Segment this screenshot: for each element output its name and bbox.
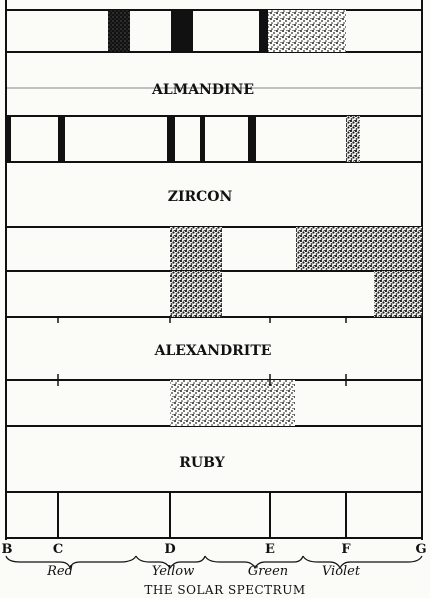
absorption-line (200, 116, 205, 162)
line-label-e: E (265, 542, 275, 557)
almandine-spectrum (6, 10, 422, 52)
alexandrite-spectrum-2 (6, 271, 422, 317)
gem-label-ruby: RUBY (179, 455, 225, 471)
absorption-line (167, 116, 175, 162)
line-label-g: G (415, 542, 427, 557)
figure-title: THE SOLAR SPECTRUM (144, 583, 306, 597)
absorption-line (248, 116, 256, 162)
line-label-b: B (1, 542, 13, 557)
region-label-red: Red (47, 564, 73, 579)
absorption-band (268, 10, 346, 52)
absorption-band (170, 227, 222, 271)
line-label-f: F (341, 542, 351, 557)
region-label-yellow: Yellow (151, 564, 195, 579)
region-label-green: Green (247, 564, 289, 579)
zircon-spectrum (6, 116, 422, 162)
line-label-c: C (52, 542, 64, 557)
solar-spectrum (6, 492, 422, 538)
absorption-line (6, 116, 11, 162)
region-label-violet: Violet (321, 564, 361, 579)
absorption-band (108, 10, 130, 52)
absorption-band (296, 227, 422, 271)
absorption-band (170, 380, 295, 426)
gem-label-almandine: ALMANDINE (151, 82, 255, 98)
absorption-band (374, 271, 422, 317)
absorption-line (58, 116, 65, 162)
alexandrite-spectrum-1 (6, 227, 422, 271)
gem-label-alexandrite: ALEXANDRITE (154, 343, 272, 359)
ruby-spectrum (6, 374, 422, 426)
line-label-d: D (164, 542, 176, 557)
absorption-band (171, 10, 193, 52)
absorption-band (259, 10, 268, 52)
absorption-band (170, 271, 222, 317)
gem-label-zircon: ZIRCON (167, 189, 233, 205)
absorption-band (346, 116, 360, 162)
